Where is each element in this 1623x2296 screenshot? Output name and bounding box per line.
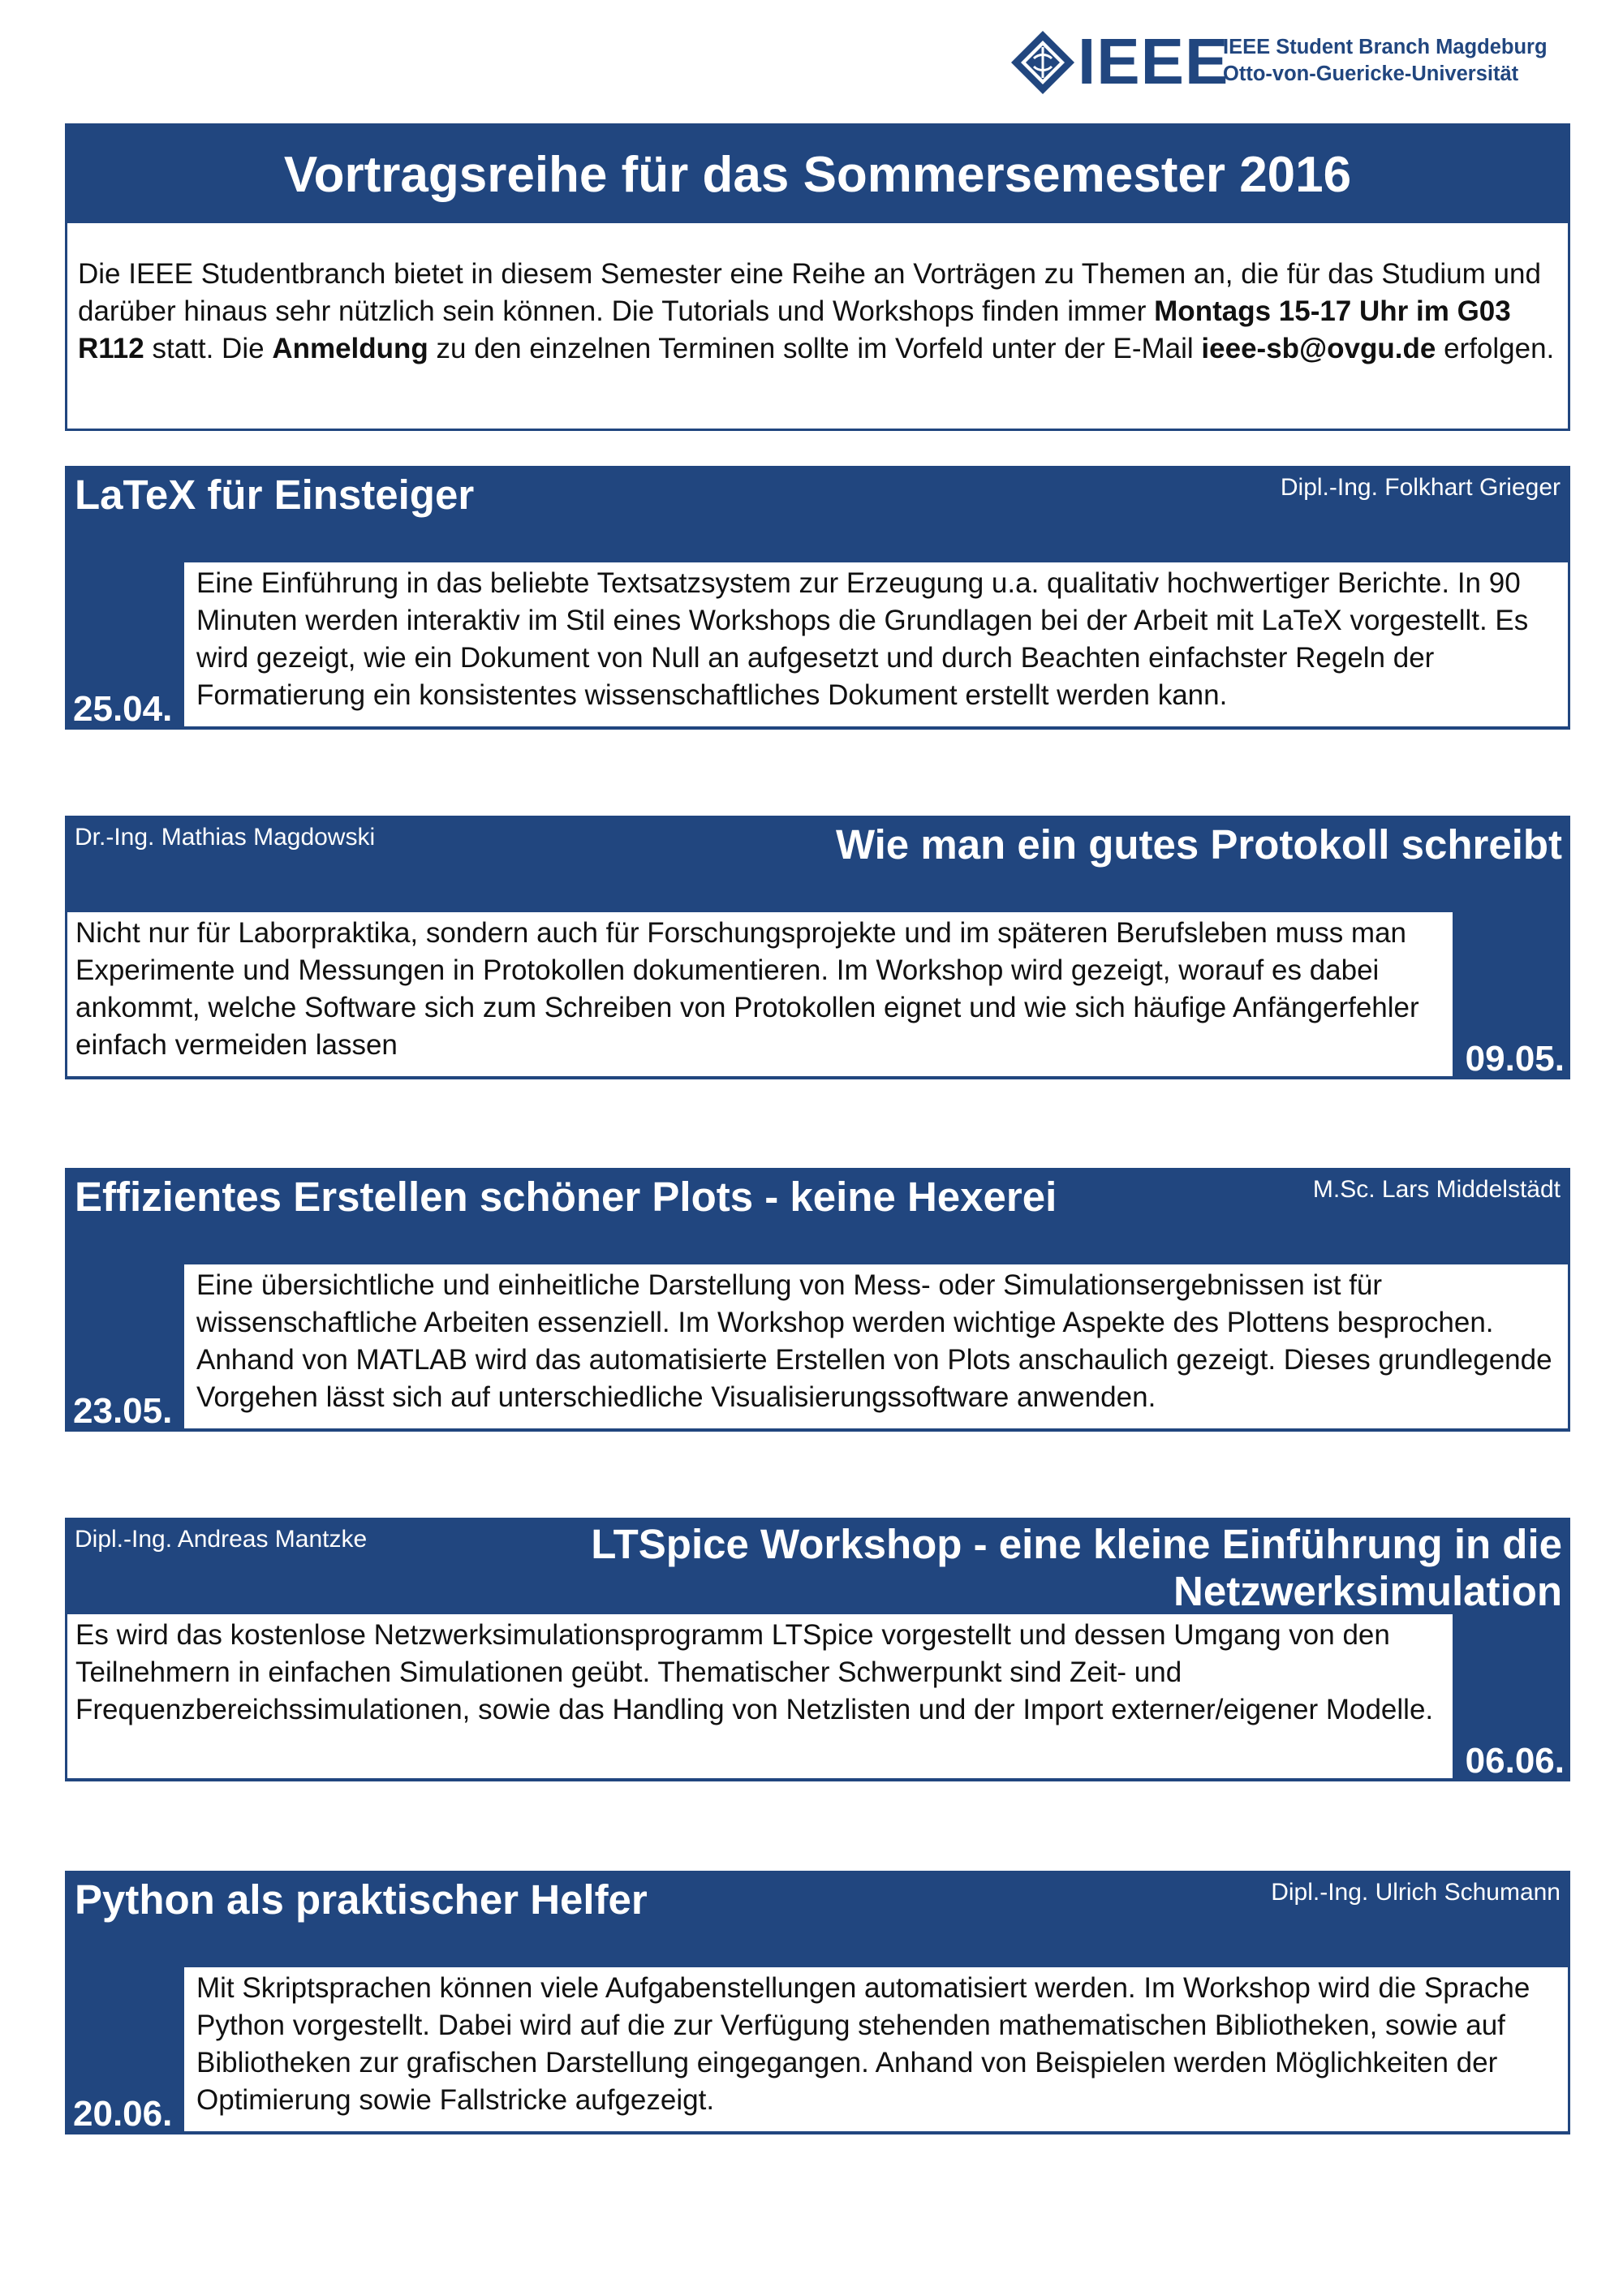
- talk-description: Eine Einführung in das beliebte Textsatzsystem zur Erzeugung u.a. qualitativ hochwertiger Berichte. In 90 Minuten werden interaktiv im Stil eines Workshops die Grundlagen bei der Arbeit mit LaTeX vorgestellt. Es wird gezeigt, wie ein Dokument von Null an aufgesetzt und durch Beachten einfachster Regeln der Formatierung ein konsistentes wissenschaftliches Dokument erstellt werden kann.: [184, 562, 1568, 726]
- talk-speaker: Dipl.-Ing. Andreas Mantzke: [75, 1526, 368, 1553]
- talk-speaker: Dipl.-Ing. Ulrich Schumann: [1271, 1879, 1561, 1906]
- intro-box: [65, 123, 1570, 431]
- talk-block-ltspice: [65, 1518, 1570, 1781]
- talk-title: [591, 1521, 1562, 1615]
- intro-text-part: Die IEEE Studentbranch bietet in diesem Semester eine Reihe an Vorträgen zu Themen an, die für das Studium und darüber hinaus sehr nützlich sein können. Die Tutorials und Workshops finden immer: [78, 258, 1541, 327]
- intro-time-room: Montags 15-17 Uhr im G03 R112: [78, 295, 1511, 364]
- talk-title: Python als praktischer Helfer: [75, 1876, 648, 1923]
- logo-line-1: IEEE Student Branch Magdeburg: [1223, 36, 1548, 58]
- talk-title: Effizientes Erstellen schöner Plots - keine Hexerei: [75, 1174, 1057, 1220]
- logo-subtitle: [1223, 34, 1572, 88]
- talk-date: 09.05.: [1465, 1039, 1565, 1079]
- talk-date: 06.06.: [1465, 1741, 1565, 1781]
- talk-description: Es wird das kostenlose Netzwerksimulationsprogramm LTSpice vorgestellt und dessen Umgang von den Teilnehmern in einfachen Simulationen geübt. Thematischer Schwerpunkt sind Zeit- und Frequenzbereichssimulationen, sowie das Handling von Netzlisten und der Import externer/eigener Modelle.: [67, 1614, 1453, 1778]
- talk-title: Wie man ein gutes Protokoll schreibt: [835, 821, 1562, 868]
- talk-date: 23.05.: [73, 1391, 173, 1431]
- talk-date: 25.04.: [73, 689, 173, 729]
- talk-speaker: Dr.-Ing. Mathias Magdowski: [75, 824, 376, 851]
- contact-email: ieee-sb@ovgu.de: [1201, 333, 1436, 364]
- intro-text: [78, 256, 1555, 368]
- talk-block-python: [65, 1871, 1570, 2134]
- talk-title-line-2: Netzwerksimulation: [1173, 1568, 1562, 1614]
- talk-block-plots: [65, 1168, 1570, 1432]
- ieee-logo: [1010, 26, 1569, 99]
- talk-date: 20.06.: [73, 2094, 173, 2134]
- talk-title: LaTeX für Einsteiger: [75, 472, 475, 518]
- talk-title-line-1: LTSpice Workshop - eine kleine Einführung in die: [591, 1521, 1562, 1567]
- intro-text-part: erfolgen.: [1436, 333, 1555, 364]
- logo-wordmark: IEEE: [1078, 25, 1229, 97]
- logo-line-2: Otto-von-Guericke-Universität: [1223, 62, 1519, 85]
- intro-text-part: zu den einzelnen Terminen sollte im Vorfeld unter der E-Mail: [428, 333, 1202, 364]
- talk-block-protokoll: [65, 816, 1570, 1079]
- intro-text-part: statt. Die: [144, 333, 273, 364]
- talk-description: Nicht nur für Laborpraktika, sondern auch für Forschungsprojekte und im späteren Berufsleben muss man Experimente und Messungen in Protokollen dokumentieren. Im Workshop wird gezeigt, worauf es dabei ankommt, welche Software sich zum Schreiben von Protokollen eignet und wie sich häufige Anfängerfehler einfach vermeiden lassen: [67, 912, 1453, 1076]
- intro-title-bar: [67, 126, 1568, 223]
- talk-block-latex: [65, 466, 1570, 730]
- talk-speaker: M.Sc. Lars Middelstädt: [1312, 1176, 1561, 1203]
- talk-description: Eine übersichtliche und einheitliche Darstellung von Mess- oder Simulationsergebnissen ist für wissenschaftliche Arbeiten essenziell. Im Workshop werden wichtige Aspekte des Plottens besprochen. Anhand von MATLAB wird das automatisierte Erstellen von Plots anschaulich gezeigt. Dieses grundlegende Vorgehen lässt sich auf unterschiedliche Visualisierungssoftware anwenden.: [184, 1264, 1568, 1428]
- talk-description: Mit Skriptsprachen können viele Aufgabenstellungen automatisiert werden. Im Workshop wird die Sprache Python vorgestellt. Dabei wird auf die zur Verfügung stehenden mathematischen Bibliotheken, sowie auf Bibliotheken zur grafischen Darstellung eingegangen. Anhand von Beispielen werden Möglichkeiten der Optimierung sowie Fallstricke aufgezeigt.: [184, 1967, 1568, 2131]
- intro-registration: Anmeldung: [272, 333, 428, 364]
- talk-speaker: Dipl.-Ing. Folkhart Grieger: [1280, 474, 1561, 501]
- ieee-diamond-icon: [1010, 29, 1076, 96]
- page-title: Vortragsreihe für das Sommersemester 2016: [283, 147, 1352, 203]
